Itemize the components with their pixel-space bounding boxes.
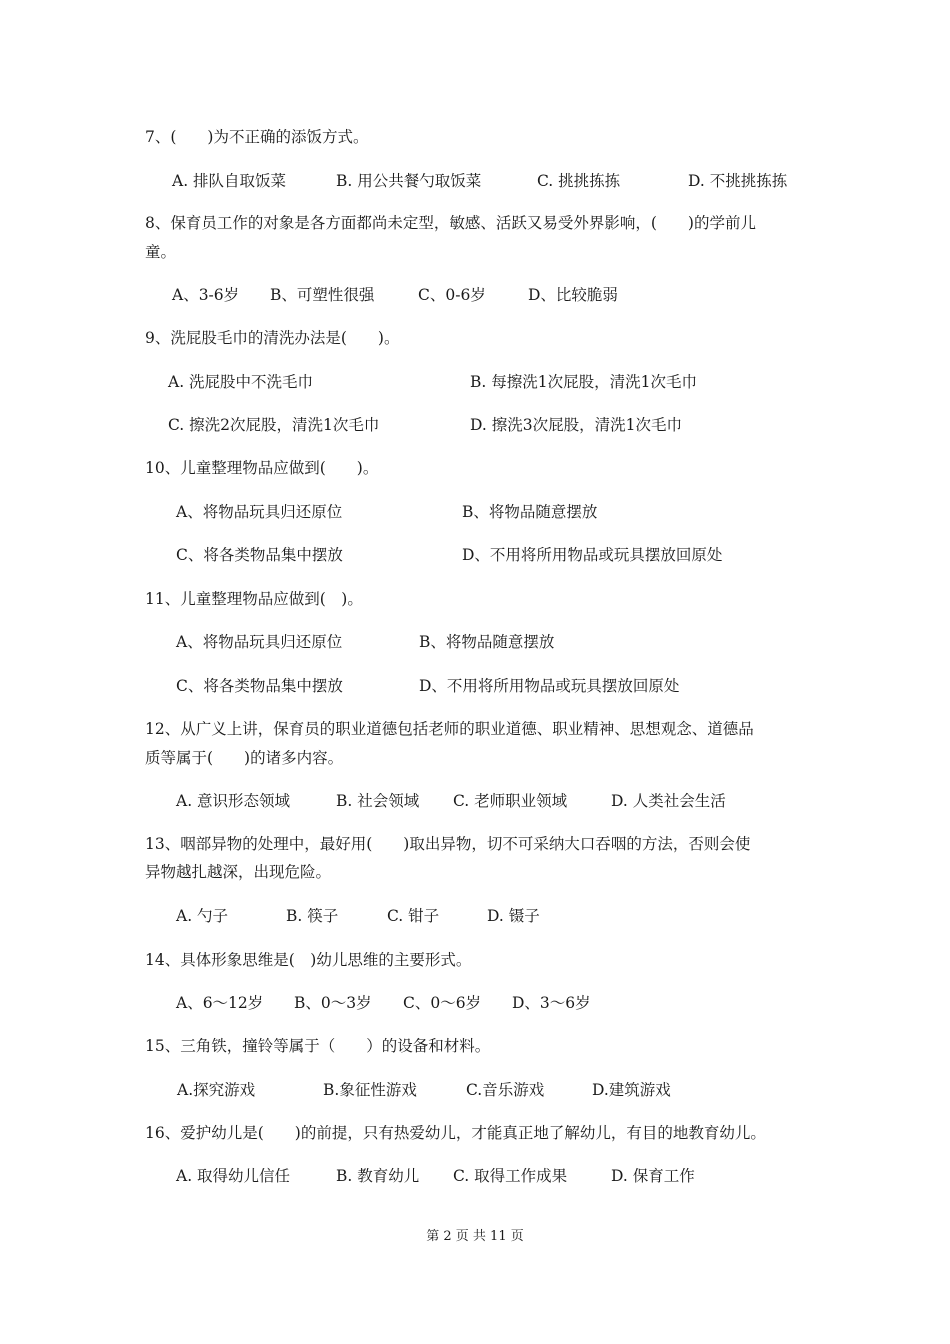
question-14-option-a: A、6～12岁	[176, 994, 264, 1012]
question-8-option-c: C、0-6岁	[418, 286, 486, 304]
question-12-text-line1: 12、从广义上讲，保育员的职业道德包括老师的职业道德、职业精神、思想观念、道德品	[145, 720, 754, 738]
question-12-option-c: C. 老师职业领域	[453, 792, 568, 810]
question-7-option-d: D. 不挑挑拣拣	[688, 172, 788, 190]
question-9-option-b: B. 每擦洗1次屁股，清洗1次毛巾	[470, 373, 697, 391]
question-11-option-b: B、将物品随意摆放	[419, 633, 555, 651]
question-16-option-c: C. 取得工作成果	[453, 1167, 568, 1185]
question-8-option-b: B、可塑性很强	[270, 286, 375, 304]
question-11-option-d: D、不用将所用物品或玩具摆放回原处	[419, 677, 680, 695]
question-8-text-line2: 童。	[145, 243, 177, 261]
question-15-option-b: B.象征性游戏	[323, 1081, 417, 1099]
question-15-option-d: D.建筑游戏	[592, 1081, 671, 1099]
question-9-option-d: D. 擦洗3次屁股，清洗1次毛巾	[470, 416, 682, 434]
question-11-option-c: C、将各类物品集中摆放	[176, 677, 343, 695]
question-7-option-a: A. 排队自取饭菜	[172, 172, 287, 190]
question-13-option-d: D. 镊子	[487, 907, 540, 925]
question-13-text-line2: 异物越扎越深，出现危险。	[145, 863, 332, 881]
question-8-option-a: A、3-6岁	[172, 286, 240, 304]
question-7-option-c: C. 挑挑拣拣	[537, 172, 621, 190]
question-12-option-a: A. 意识形态领域	[176, 792, 291, 810]
question-10-option-d: D、不用将所用物品或玩具摆放回原处	[462, 546, 723, 564]
question-7-text: 7、( )为不正确的添饭方式。	[145, 128, 369, 146]
question-10-option-c: C、将各类物品集中摆放	[176, 546, 343, 564]
question-13-option-a: A. 勺子	[176, 907, 229, 925]
question-7-option-b: B. 用公共餐勺取饭菜	[336, 172, 482, 190]
question-14-option-d: D、3～6岁	[512, 994, 591, 1012]
question-9-option-a: A. 洗屁股中不洗毛巾	[168, 373, 314, 391]
question-13-option-c: C. 钳子	[387, 907, 440, 925]
question-9-option-c: C. 擦洗2次屁股，清洗1次毛巾	[168, 416, 380, 434]
question-16-option-b: B. 教育幼儿	[336, 1167, 420, 1185]
question-14-option-c: C、0～6岁	[403, 994, 482, 1012]
question-8-text-line1: 8、保育员工作的对象是各方面都尚未定型，敏感、活跃又易受外界影响，( )的学前儿	[145, 214, 756, 232]
question-10-option-a: A、将物品玩具归还原位	[176, 503, 343, 521]
question-9-text: 9、洗屁股毛巾的清洗办法是( )。	[145, 329, 400, 347]
question-12-text-line2: 质等属于( )的诸多内容。	[145, 749, 344, 767]
question-15-option-a: A.探究游戏	[177, 1081, 256, 1099]
question-16-text: 16、爱护幼儿是( )的前提，只有热爱幼儿，才能真正地了解幼儿，有目的地教育幼儿。	[145, 1124, 766, 1142]
question-10-text: 10、儿童整理物品应做到( )。	[145, 459, 379, 477]
question-11-text: 11、儿童整理物品应做到( )。	[145, 590, 363, 608]
question-13-text-line1: 13、咽部异物的处理中，最好用( )取出异物，切不可采纳大口吞咽的方法，否则会使	[145, 835, 751, 853]
question-16-option-d: D. 保育工作	[611, 1167, 695, 1185]
question-15-text: 15、三角铁，撞铃等属于（ ）的设备和材料。	[145, 1037, 491, 1055]
question-11-option-a: A、将物品玩具归还原位	[176, 633, 343, 651]
question-10-option-b: B、将物品随意摆放	[462, 503, 598, 521]
question-16-option-a: A. 取得幼儿信任	[176, 1167, 291, 1185]
question-13-option-b: B. 筷子	[286, 907, 339, 925]
question-14-text: 14、具体形象思维是( )幼儿思维的主要形式。	[145, 951, 472, 969]
question-15-option-c: C.音乐游戏	[466, 1081, 545, 1099]
page-number-footer: 第 2 页 共 11 页	[426, 1229, 524, 1244]
question-12-option-d: D. 人类社会生活	[611, 792, 726, 810]
question-12-option-b: B. 社会领域	[336, 792, 420, 810]
question-14-option-b: B、0～3岁	[294, 994, 372, 1012]
question-8-option-d: D、比较脆弱	[528, 286, 618, 304]
